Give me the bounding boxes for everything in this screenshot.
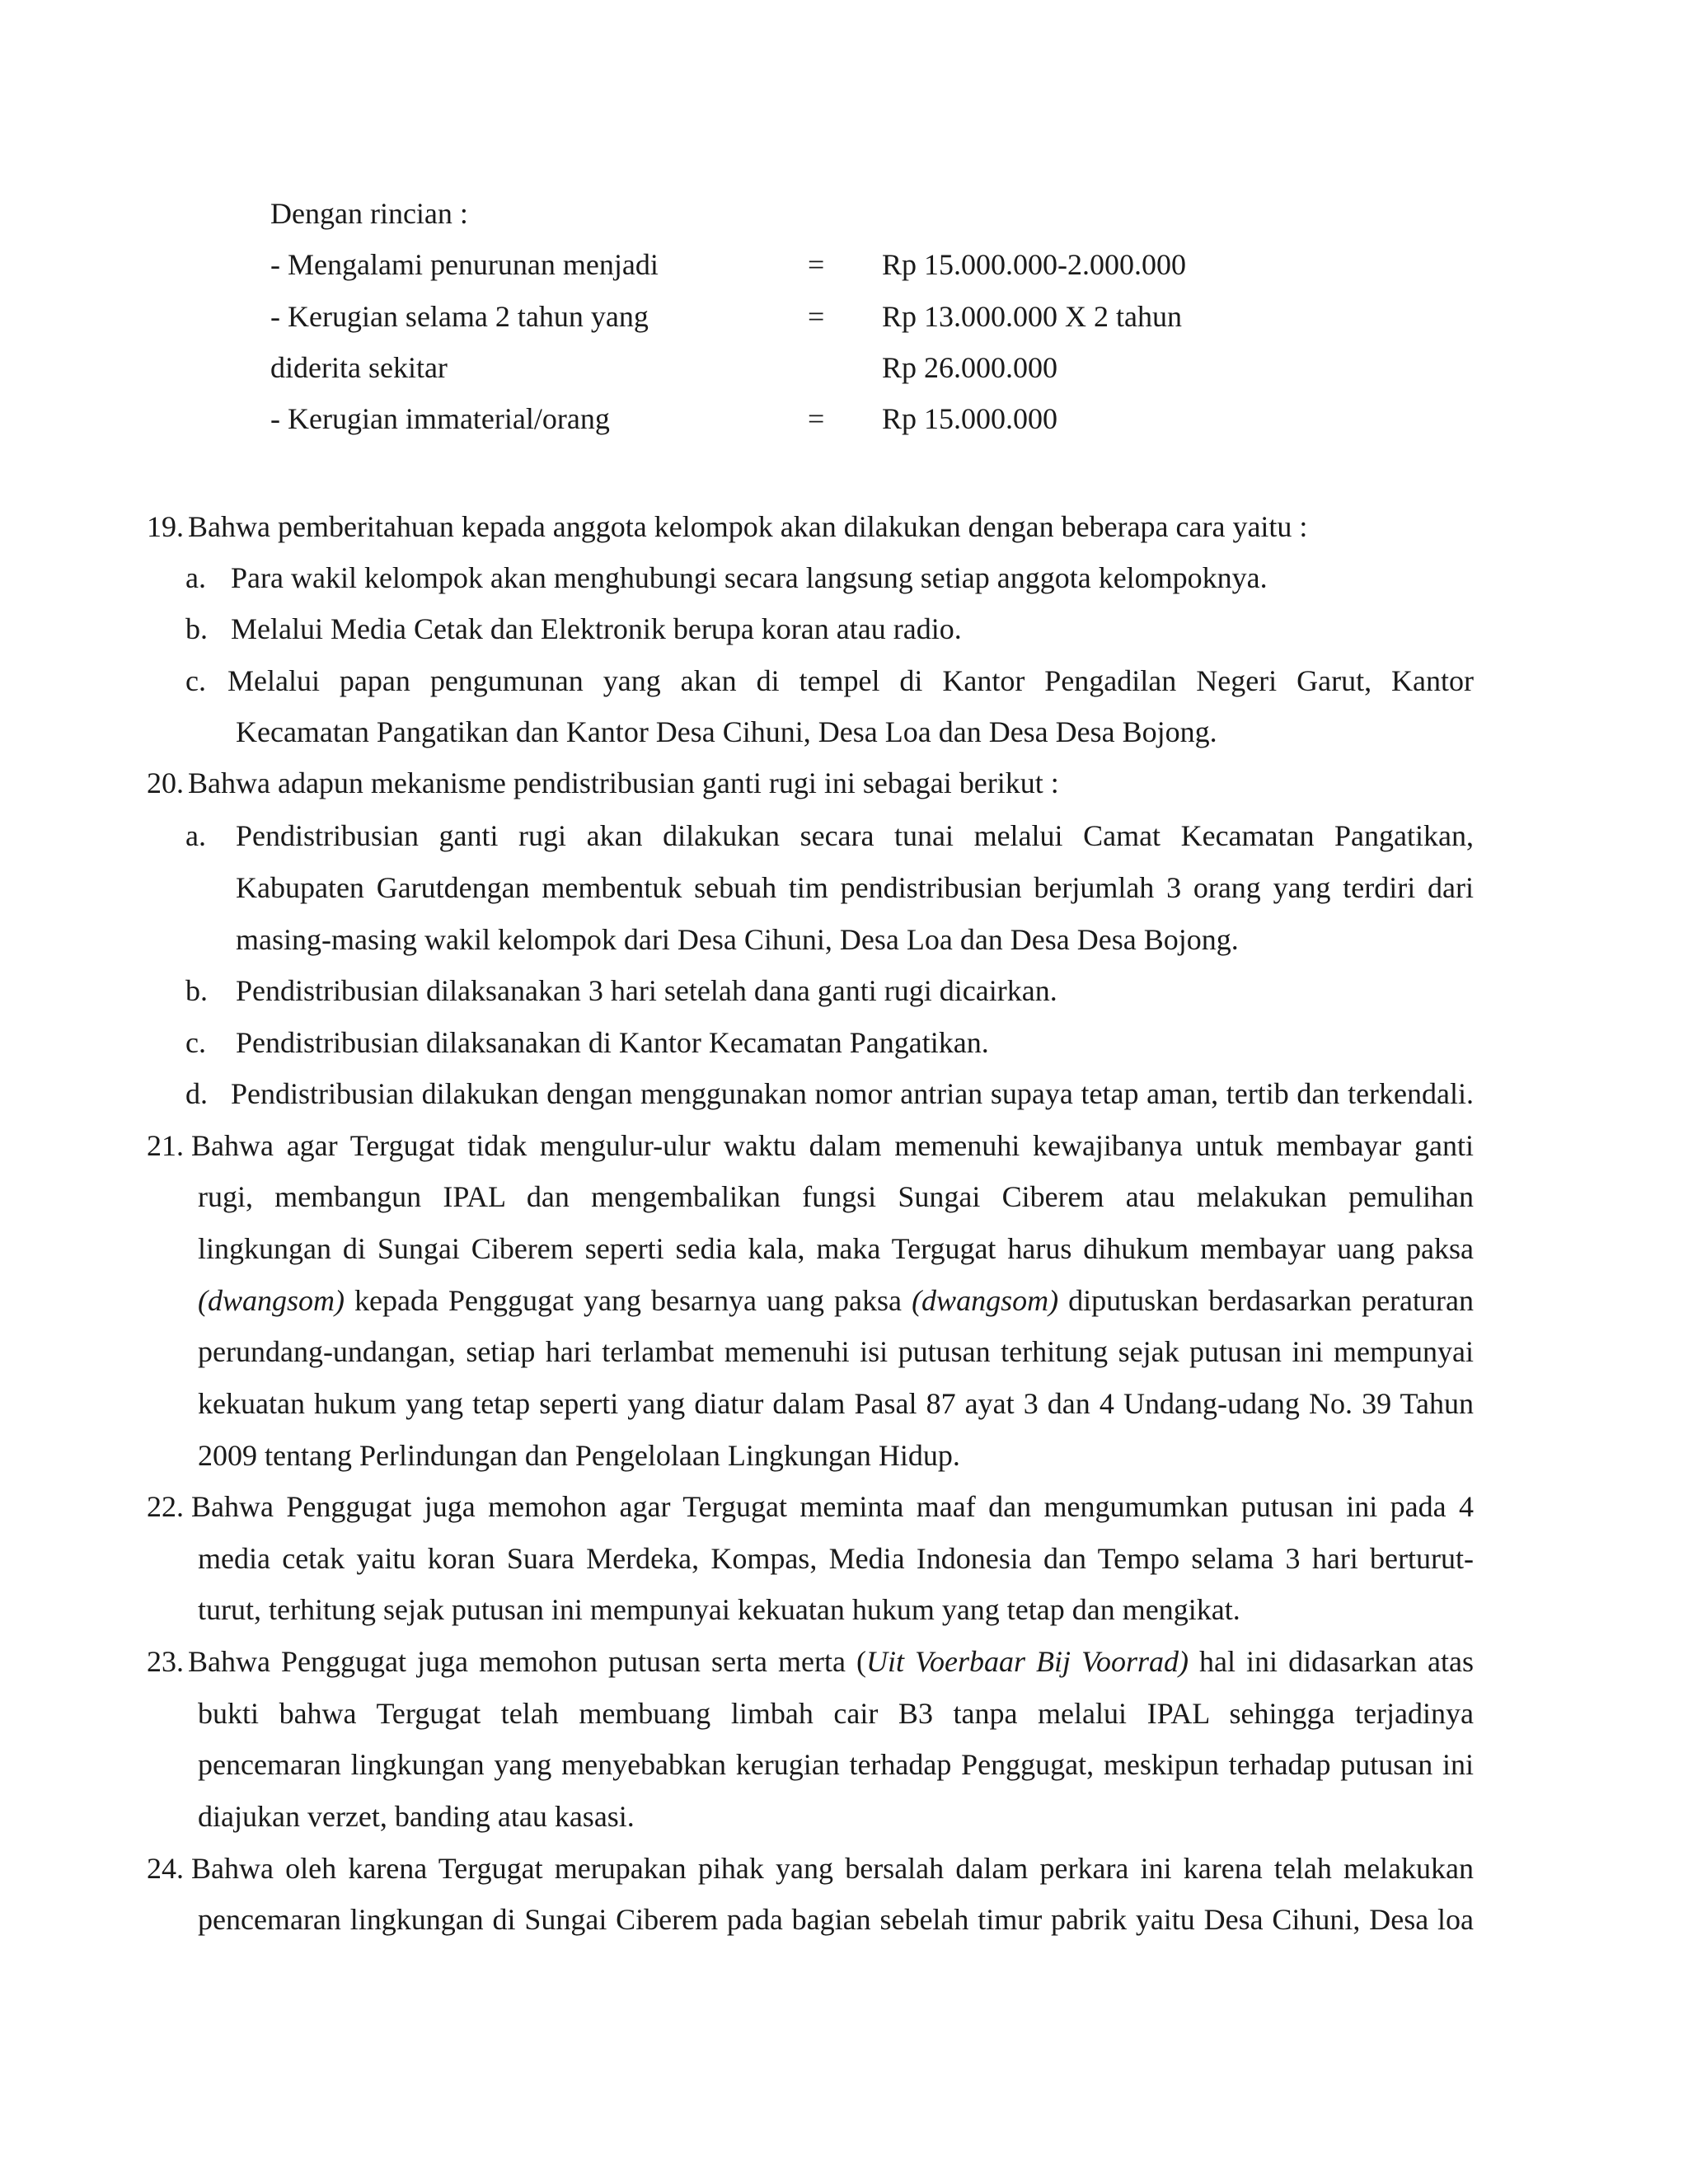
item-text: turut, terhitung sejak putusan ini mempunyai kekuatan hukum yang tetap dan mengikat. — [198, 1593, 1240, 1626]
item-text: kekuatan hukum yang tetap seperti yang diatur dalam Pasal 87 ayat 3 dan 4 Undang-udang No. 39 Tahun — [198, 1387, 1474, 1420]
rincian-row-eq: = — [808, 402, 825, 435]
item-text — [188, 1647, 1474, 1676]
rincian-row-value: Rp 15.000.000 — [882, 402, 1058, 435]
rincian-row-eq: = — [808, 300, 825, 333]
subitem-text: Pendistribusian ganti rugi akan dilakukan secara tunai melalui Camat Kecamatan Pangatikan, — [236, 819, 1474, 852]
rincian-heading: Dengan rincian : — [270, 197, 468, 230]
item-text: bukti bahwa Tergugat telah membuang limbah cair B3 tanpa melalui IPAL sehingga terjadinya — [198, 1697, 1474, 1730]
rincian-row-value: Rp 13.000.000 X 2 tahun — [882, 300, 1182, 333]
item-text: perundang-undangan, setiap hari terlambat memenuhi isi putusan terhitung sejak putusan ini mempunyai — [198, 1335, 1474, 1368]
item-number: 21. — [147, 1129, 184, 1162]
item-text: Bahwa Penggugat juga memohon agar Tergugat meminta maaf dan mengumumkan putusan ini pada 4 — [191, 1490, 1474, 1523]
rincian-row-label: diderita sekitar — [270, 351, 448, 384]
rincian-row-label: - Mengalami penurunan menjadi — [270, 248, 659, 281]
subitem-text: Pendistribusian dilaksanakan 3 hari setelah dana ganti rugi dicairkan. — [236, 974, 1057, 1007]
subitem-text: Kabupaten Garutdengan membentuk sebuah tim pendistribusian berjumlah 3 orang yang terdiri dari — [236, 871, 1474, 904]
subitem-letter: a. — [185, 561, 206, 594]
subitem-letter: a. — [185, 819, 206, 852]
item-text: Bahwa pemberitahuan kepada anggota kelompok akan dilakukan dengan beberapa cara yaitu : — [188, 510, 1308, 543]
subitem-text: Melalui Media Cetak dan Elektronik berupa koran atau radio. — [231, 612, 962, 645]
item-text: pencemaran lingkungan yang menyebabkan kerugian terhadap Penggugat, meskipun terhadap putusan ini — [198, 1748, 1474, 1781]
item-text: Bahwa agar Tergugat tidak mengulur-ulur waktu dalam memenuhi kewajibanya untuk membayar ganti — [191, 1129, 1474, 1162]
rincian-row-label: - Kerugian immaterial/orang — [270, 402, 610, 435]
subitem-text: Pendistribusian dilakukan dengan menggunakan nomor antrian supaya tetap aman, tertib dan terkendali. — [231, 1077, 1474, 1110]
subitem-text: Melalui papan pengumunan yang akan di tempel di Kantor Pengadilan Negeri Garut, Kantor — [227, 664, 1474, 697]
subitem-text: Kecamatan Pangatikan dan Kantor Desa Cihuni, Desa Loa dan Desa Desa Bojong. — [236, 715, 1217, 748]
italic-term: (dwangsom) — [912, 1284, 1059, 1317]
subitem-text: Para wakil kelompok akan menghubungi secara langsung setiap anggota kelompoknya. — [231, 561, 1268, 594]
item-text: lingkungan di Sungai Ciberem seperti sedia kala, maka Tergugat harus dihukum membayar uang paksa — [198, 1232, 1474, 1265]
item-number: 20. — [147, 766, 184, 799]
rincian-row-label: - Kerugian selama 2 tahun yang — [270, 300, 649, 333]
text-run: kepada Penggugat yang besarnya uang paksa — [345, 1284, 912, 1317]
item-number: 23. — [147, 1645, 184, 1678]
text-run: Bahwa Penggugat juga memohon putusan serta merta ( — [188, 1645, 866, 1678]
rincian-row-value: Rp 26.000.000 — [882, 351, 1058, 384]
subitem-letter: c. — [185, 664, 206, 697]
subitem-letter: c. — [185, 1026, 206, 1059]
rincian-row-eq: = — [808, 248, 825, 281]
italic-term: (dwangsom) — [198, 1284, 345, 1317]
item-text: rugi, membangun IPAL dan mengembalikan fungsi Sungai Ciberem atau melakukan pemulihan — [198, 1180, 1474, 1213]
item-number: 19. — [147, 510, 184, 543]
subitem-letter: d. — [185, 1077, 208, 1110]
rincian-row-value: Rp 15.000.000-2.000.000 — [882, 248, 1186, 281]
subitem-letter: b. — [185, 612, 208, 645]
item-number: 24. — [147, 1852, 184, 1885]
subitem-text: masing-masing wakil kelompok dari Desa Cihuni, Desa Loa dan Desa Desa Bojong. — [236, 923, 1239, 956]
text-run: diputuskan berdasarkan peraturan — [1058, 1284, 1474, 1317]
item-text: diajukan verzet, banding atau kasasi. — [198, 1800, 635, 1833]
subitem-letter: b. — [185, 974, 208, 1007]
item-number: 22. — [147, 1490, 184, 1523]
item-text: Bahwa oleh karena Tergugat merupakan pihak yang bersalah dalam perkara ini karena telah melakukan — [191, 1852, 1474, 1885]
subitem-text: Pendistribusian dilaksanakan di Kantor Kecamatan Pangatikan. — [236, 1026, 989, 1059]
italic-term: Uit Voerbaar Bij Voorrad) — [865, 1645, 1189, 1678]
item-text: Bahwa adapun mekanisme pendistribusian ganti rugi ini sebagai berikut : — [188, 766, 1059, 799]
item-text — [198, 1286, 1474, 1315]
item-text: 2009 tentang Perlindungan dan Pengelolaan Lingkungan Hidup. — [198, 1439, 960, 1472]
item-text: media cetak yaitu koran Suara Merdeka, Kompas, Media Indonesia dan Tempo selama 3 hari berturut- — [198, 1542, 1474, 1575]
item-text: pencemaran lingkungan di Sungai Ciberem pada bagian sebelah timur pabrik yaitu Desa Cihuni, Desa loa — [198, 1903, 1474, 1936]
text-run: hal ini didasarkan atas — [1189, 1645, 1475, 1678]
